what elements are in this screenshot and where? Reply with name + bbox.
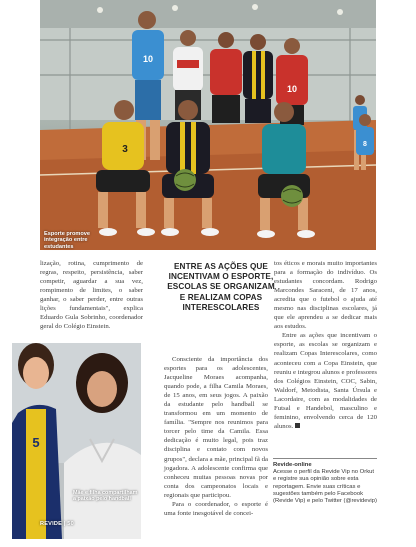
article-column-2 bbox=[164, 355, 268, 518]
page-folio: REVIDE | 50 bbox=[40, 521, 74, 527]
article-column-1 bbox=[40, 259, 143, 331]
column2-paragraph-2: Para o coordenador, o esporte é uma fonte inesgotável de concei- bbox=[164, 500, 268, 517]
jersey-number-5: 5 bbox=[32, 435, 40, 450]
team-photo bbox=[40, 0, 376, 250]
column3-paragraph-2-text: Entre as ações que incentivam o esporte, as escolas se organizam e realizam Copas Interescolares, como aconteceu com a Copa Einstein, que reuniu e integrou alunos e professores dos Colégios Einstein, COC, Sabin, Waldorf, Metodista, Santa Úrsula e Lacordaire, com as modalidades de Futsal e Handebol, masculino e feminino, envolvendo cerca de 120 alunos. bbox=[274, 332, 377, 430]
mother-daughter-photo bbox=[12, 343, 141, 539]
section-headline: ENTRE AS AÇÕES QUE INCENTIVAM O ESPORTE, ESCOLAS SE ORGANIZAM E REALIZAM COPAS INTERESCOLARES bbox=[167, 262, 275, 312]
jersey-number-10-blue: 10 bbox=[142, 54, 154, 64]
column3-paragraph-2 bbox=[274, 331, 377, 431]
mother-daughter-illustration bbox=[12, 343, 141, 539]
article-column-3 bbox=[274, 259, 377, 431]
article-end-mark-icon bbox=[295, 423, 300, 428]
jersey-number-3: 3 bbox=[122, 144, 128, 155]
column3-paragraph-1: tos éticos e morais muito importantes para a formação do indivíduo. Os estudantes concordam. Rodrigo Marcondes Saraceni, de 17 anos, acredita que o futebol o ajuda até mesmo nas disciplinas escolares, já que ele aprendeu a se dedicar mais aos estudos. bbox=[274, 260, 377, 331]
column1-text: lização, rotina, cumprimento de regras, respeito, persistência, saber competir, aguardar a sua vez, rompimento de limites, o saber ganhar, o saber perder, entre outras lições fundamentais", explica Eduardo Gula Sobrinho, coordenador geral do Colégio Einstein. bbox=[40, 260, 143, 331]
jersey-number-10-red: 10 bbox=[286, 84, 298, 94]
jersey-number-8: 8 bbox=[363, 141, 367, 148]
photo-caption-top: Esporte promove integração entre estudantes bbox=[44, 231, 91, 250]
revide-online-title: Revide-online bbox=[273, 462, 312, 468]
team-photo-illustration bbox=[40, 0, 376, 250]
column2-paragraph-1: Consciente da importância dos esportes para os adolescentes, Jacqueline Moraes acompanha, quando pode, a filha Camila Moraes, de 15 anos, em seus jogos. A paixão da estudante pelo handball se transformou em um momento de família. "Sempre nos reunimos para torcer pelo time da Camila. Essa dedicação é muito legal, pois traz disciplina e contato com novos grupos", declara a mãe, principal fã da jogadora. A adolescente confirma que conheceu muitas pessoas novas por conta dos campeonatos locais e regionais que participou. bbox=[164, 356, 268, 499]
photo-caption-bottom: Mãe e filha compartilham a paixão pelo handball bbox=[73, 490, 138, 503]
revide-online-text: Acesse o perfil da Revide Vip no Orkut e registre sua opinião sobre esta reportagem. Envie suas críticas e sugestões também pelo Facebook (Revide Vip) e pelo Twitter (@revidevip) bbox=[273, 469, 377, 505]
revide-online-box bbox=[273, 458, 377, 505]
